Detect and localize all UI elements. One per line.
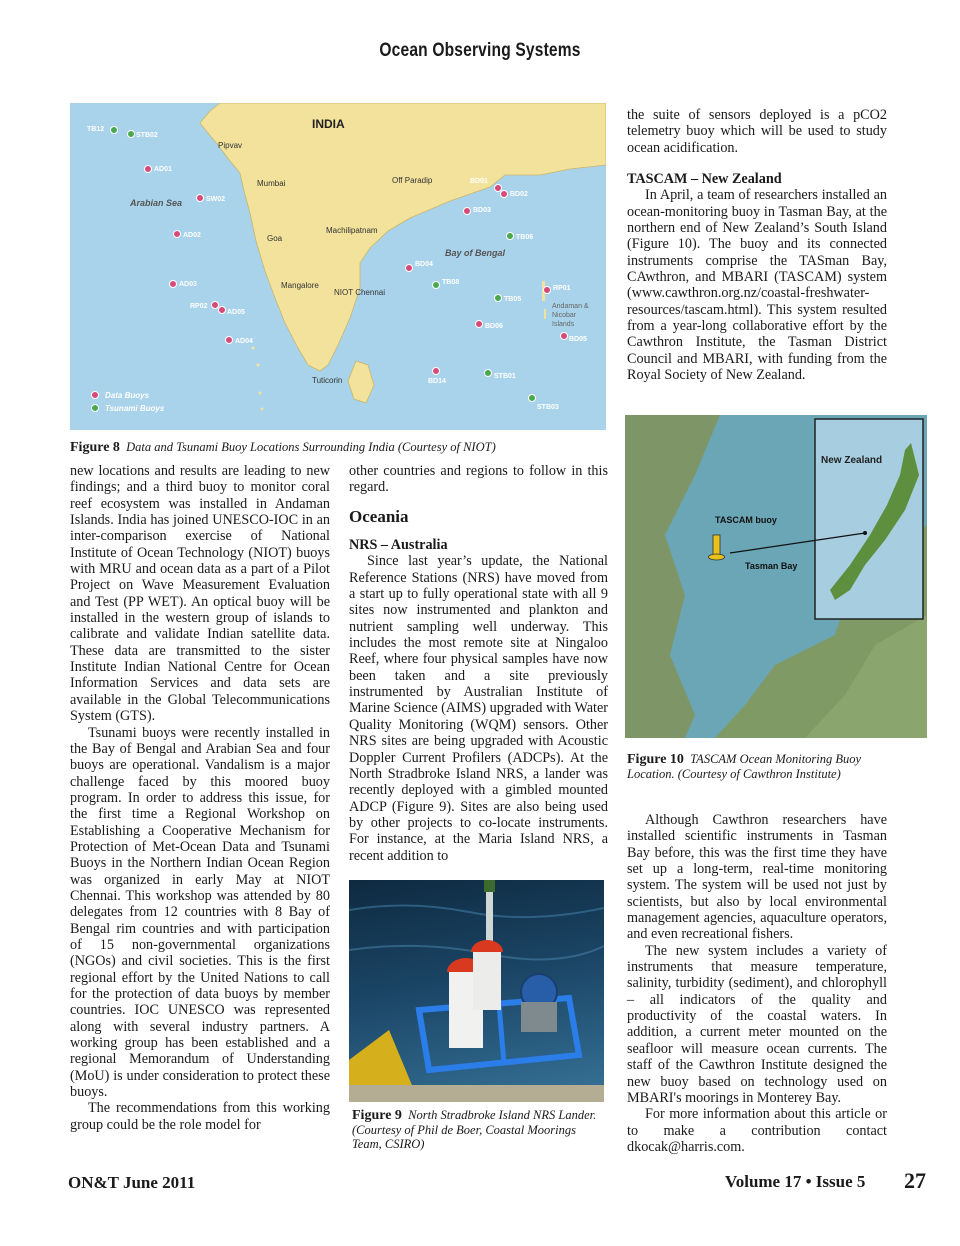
city-label: NIOT Chennai <box>334 288 385 297</box>
city-label: Machilipatnam <box>326 226 378 235</box>
column-2 <box>349 463 608 864</box>
map-label-andaman: Andaman & <box>552 303 589 310</box>
svg-text:TB12: TB12 <box>87 126 105 133</box>
city-label: Off Paradip <box>392 176 433 185</box>
page-header-title: Ocean Observing Systems <box>379 40 581 61</box>
buoy-marker <box>501 191 529 199</box>
paragraph: In April, a team of researchers installed an ocean-monitoring buoy in Tasman Bay, at the northern end of New Zealand’s South Island (Figure 10). The buoy and its connected instruments comprise the TASman Bay, CAwthron, and MBARI (TASCAM) system (www.cawthron.org.nz/coastal-freshwater-resources/tascam.html). This system resulted from a year-long collaborative effort by the Cawthron Institute, the Tasman District Council and MBARI, with funding from the Royal Society of New Zealand. <box>627 187 887 384</box>
svg-text:Nicobar: Nicobar <box>552 312 577 319</box>
svg-text:TB05: TB05 <box>504 296 522 303</box>
svg-text:BD04: BD04 <box>415 261 433 268</box>
figure-10-map <box>625 415 927 738</box>
buoy-marker <box>145 166 173 174</box>
svg-text:RP02: RP02 <box>190 303 208 310</box>
city-label: Mangalore <box>281 281 319 290</box>
city-label: Tuticorin <box>312 376 343 385</box>
legend-data-buoys: Data Buoys <box>105 391 150 400</box>
paragraph: The recommendations from this working group could be the role model for <box>70 1100 330 1133</box>
caption-text: TASCAM Ocean Monitoring Buoy Location. (Courtesy of Cawthron Institute) <box>627 752 862 781</box>
svg-text:BD05: BD05 <box>569 336 587 343</box>
paragraph: the suite of sensors deployed is a pCO2 telemetry buoy which will be used to study ocean acidification. <box>627 107 887 156</box>
figure-9-photo <box>349 880 604 1102</box>
paragraph: Tsunami buoys were recently installed in the Bay of Bengal and Arabian Sea and four buoys are operational. Vandalism is a major challenge faced by this moored buoy program. In order to address this issue, for the first time a Regional Workshop on Establishing a Cooperative Mechanism for Protection of Met-Ocean Data and Tsunami Buoys in the Northern Indian Ocean Region was organized in early May at NIOT Chennai. This workshop was attended by 80 delegates from 12 countries with 8 Bay of Bengal rim countries and with participation of 15 non-governmental organizations (NGOs) and civil societies. This is the first regional effort by the United Nations to call for the protection of data buoys by member countries. IOC UNESCO was represented along with several industry partners. A working group has been established and a regional Memorandum of Understanding (MoU) is under consideration to protect these buoys. <box>70 724 330 1101</box>
caption-label: Figure 10 <box>627 752 684 767</box>
footer-volume-issue: Volume 17 • Issue 5 <box>725 1172 866 1191</box>
legend-tsunami-buoys: Tsunami Buoys <box>105 404 165 413</box>
footer-page-number: 27 <box>904 1168 926 1193</box>
buoy-marker <box>190 302 219 311</box>
paragraph: Since last year’s update, the National Reference Stations (NRS) have moved from a start up to fully operational state with all 9 sites now instrumented and plankton and nutrient sampling well underway. This includes the most remote site at Ningaloo Reef, where four physical samples have now been taken and a site previously instrumented by Australian Institute of Marine Science (AIMS) upgraded with Water Quality Monitoring (WQM) sensors. Other NRS sites are being upgraded with Acoustic Doppler Current Profilers (ADCPs). At the North Stradbroke Island NRS, a lander was recently deployed with a gimbled mounted ADCP (Figure 9). Sites are also being used by other projects to co-locate instruments. For instance, at the Maria Island NRS, a recent addition to <box>349 553 609 864</box>
svg-text:AD02: AD02 <box>183 232 201 239</box>
map-label-bay-of-bengal: Bay of Bengal <box>445 248 506 258</box>
buoy-marker <box>226 337 254 346</box>
svg-text:BD06: BD06 <box>485 323 503 330</box>
svg-text:BD14: BD14 <box>428 378 446 385</box>
city-label: Pipvav <box>218 141 243 150</box>
city-label: Mumbai <box>257 179 286 188</box>
svg-text:STB03: STB03 <box>537 404 559 411</box>
caption-label: Figure 9 <box>352 1108 402 1123</box>
buoy-marker <box>128 131 158 140</box>
buoy-marker <box>170 281 198 289</box>
svg-text:BD02: BD02 <box>510 191 528 198</box>
nicobar-islands <box>544 309 546 319</box>
caption-label: Figure 8 <box>70 440 120 455</box>
paragraph: The new system includes a variety of instruments that measure temperature, salinity, turbidity (sediment), and chlorophyll – all indicators of the quality and productivity of the coastal waters. In addition, a current meter mounted on the seafloor will measure ocean currents. The staff of the Cawthron Institute designed the new buoy based on technology used on MBARI's moorings in Monterey Bay. <box>627 942 887 1106</box>
svg-text:AD03: AD03 <box>179 281 197 288</box>
india-map-svg <box>70 103 606 430</box>
paragraph: For more information about this article or to make a contribution contact dkocak@harris.com. <box>627 1106 887 1155</box>
svg-text:STB01: STB01 <box>494 373 516 380</box>
svg-text:AD05: AD05 <box>227 309 245 316</box>
buoy-marker <box>507 233 534 242</box>
section-heading-oceania: Oceania <box>349 506 409 526</box>
subsection-heading-nrs: NRS – Australia <box>349 537 448 554</box>
buoy-marker <box>495 295 522 304</box>
paragraph: other countries and regions to follow in this regard. <box>349 463 608 496</box>
map-label-india: INDIA <box>312 117 345 131</box>
figure-9-caption <box>352 1108 607 1151</box>
buoy-marker <box>464 207 492 215</box>
paragraph: Although Cawthron researchers have installed scientific instruments in Tasman Bay before, this was the first time they have set up a long-term, real-time monitoring system. The system will be used not just by scientists, but also by local environmental management agencies, aquaculture operators, and even recreational fishers. <box>627 812 887 943</box>
column-1 <box>70 463 330 1133</box>
map-label-tascam-buoy: TASCAM buoy <box>715 515 777 525</box>
figure-8-map <box>70 103 606 430</box>
column-3-top <box>627 107 887 384</box>
buoy-icon <box>709 535 725 560</box>
svg-text:SW02: SW02 <box>206 196 226 203</box>
map-label-tasman-bay: Tasman Bay <box>745 561 798 571</box>
footer-left: ON&T June 2011 <box>68 1173 196 1192</box>
svg-text:BD01: BD01 <box>470 178 488 185</box>
svg-text:TB06: TB06 <box>516 234 534 241</box>
paragraph: new locations and results are leading to new findings; and a third buoy to monitor coral reef ecosystem was installed in Andaman Islands. India has joined UNESCO-IOC in an inter-comparison exercise of National Institute of Ocean Technology (NIOT) buoys with MRU and ocean data as a part of a Pilot Project on Wave Measurement Evaluation and Test (PP WET). An optical buoy will be installed in the western group of islands to calibrate and validate Indian satellite data. These data are transmitted to the sister Institute Indian National Centre for Ocean Information Services and data sets are available in the Global Telecommunications System (GTS). <box>70 463 330 725</box>
map-label-new-zealand: New Zealand <box>821 455 883 466</box>
subsection-heading-tascam: TASCAM – New Zealand <box>627 171 782 188</box>
lander-illustration <box>349 880 604 1102</box>
svg-text:AD01: AD01 <box>154 166 172 173</box>
svg-text:Islands: Islands <box>552 321 575 328</box>
svg-text:BD03: BD03 <box>473 207 491 214</box>
column-3-bottom <box>627 812 887 1155</box>
map-label-arabian-sea: Arabian Sea <box>130 198 183 208</box>
svg-text:TB08: TB08 <box>442 279 460 286</box>
figure-8-caption <box>70 440 610 455</box>
caption-text: Data and Tsunami Buoy Locations Surrounding India (Courtesy of NIOT) <box>126 440 496 454</box>
buoy-marker <box>87 126 118 134</box>
buoy-marker <box>174 231 202 240</box>
buoy-marker <box>197 195 226 204</box>
figure-10-caption <box>627 752 897 781</box>
caption-text: North Stradbroke Island NRS Lander. (Courtesy of Phil de Boer, Coastal Moorings Team, CSIRO) <box>352 1108 597 1151</box>
city-label: Goa <box>267 234 283 243</box>
tasman-bay-map-svg <box>625 415 927 738</box>
svg-text:AD04: AD04 <box>235 338 253 345</box>
svg-text:RP01: RP01 <box>553 285 571 292</box>
svg-text:STB02: STB02 <box>136 132 158 139</box>
